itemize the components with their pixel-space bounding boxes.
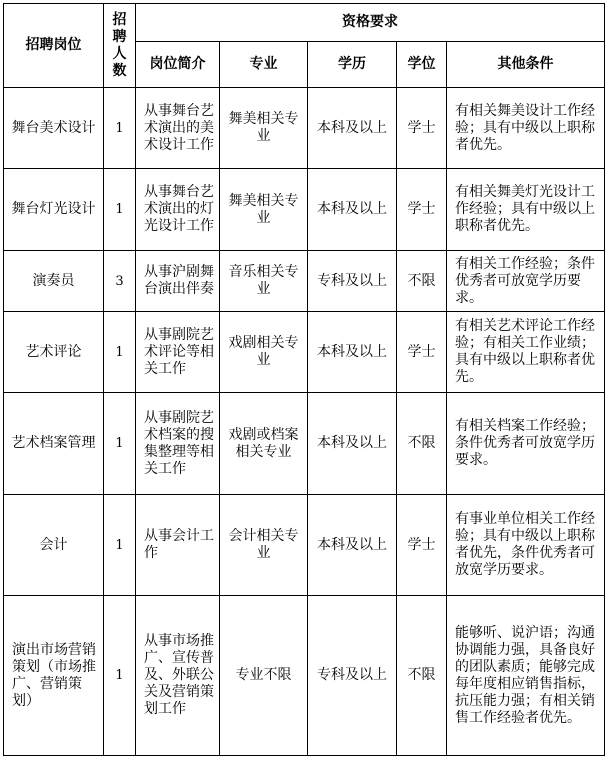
cell-major: 会计相关专业 (220, 495, 308, 596)
cell-other: 有相关舞美设计工作经验；具有中级以上职称者优先。 (447, 88, 605, 169)
recruitment-table (3, 3, 605, 756)
cell-position: 会计 (4, 495, 104, 596)
cell-degree: 不限 (397, 596, 447, 756)
cell-other: 有相关档案工作经验；条件优秀者可放宽学历要求。 (447, 393, 605, 495)
cell-intro: 从事舞台艺术演出的灯光设计工作 (136, 169, 220, 251)
cell-major: 戏剧或档案相关专业 (220, 393, 308, 495)
cell-degree: 学士 (397, 495, 447, 596)
cell-education: 专科及以上 (308, 596, 397, 756)
header-degree: 学位 (397, 42, 447, 88)
header-count: 招聘人数 (104, 4, 136, 88)
cell-other: 有相关舞美灯光设计工作经验；具有中级以上职称者优先。 (447, 169, 605, 251)
table-row (4, 88, 605, 169)
cell-education: 本科及以上 (308, 312, 397, 393)
header-major: 专业 (220, 42, 308, 88)
cell-major: 专业不限 (220, 596, 308, 756)
cell-count: 1 (104, 169, 136, 251)
cell-major: 舞美相关专业 (220, 169, 308, 251)
table-row (4, 169, 605, 251)
cell-count: 1 (104, 312, 136, 393)
cell-degree: 不限 (397, 393, 447, 495)
header-qualification: 资格要求 (136, 4, 605, 42)
cell-education: 专科及以上 (308, 251, 397, 312)
header-education: 学历 (308, 42, 397, 88)
cell-other: 能够听、说沪语；沟通协调能力强，具备良好的团队素质；能够完成每年度相应销售指标，抗压能力强；有相关销售工作经验者优先。 (447, 596, 605, 756)
cell-major: 戏剧相关专业 (220, 312, 308, 393)
cell-count: 1 (104, 495, 136, 596)
cell-other: 有相关工作经验；条件优秀者可放宽学历要求。 (447, 251, 605, 312)
cell-degree: 学士 (397, 312, 447, 393)
cell-intro: 从事剧院艺术档案的搜集整理等相关工作 (136, 393, 220, 495)
cell-position: 舞台灯光设计 (4, 169, 104, 251)
cell-position: 演出市场营销策划（市场推广、营销策划） (4, 596, 104, 756)
cell-degree: 学士 (397, 169, 447, 251)
cell-major: 音乐相关专业 (220, 251, 308, 312)
header-intro: 岗位简介 (136, 42, 220, 88)
cell-intro: 从事舞台艺术演出的美术设计工作 (136, 88, 220, 169)
table-row (4, 596, 605, 756)
cell-degree: 学士 (397, 88, 447, 169)
cell-count: 1 (104, 393, 136, 495)
cell-intro: 从事沪剧舞台演出伴奏 (136, 251, 220, 312)
table-row (4, 393, 605, 495)
cell-position: 艺术档案管理 (4, 393, 104, 495)
header-position: 招聘岗位 (4, 4, 104, 88)
cell-education: 本科及以上 (308, 169, 397, 251)
cell-position: 艺术评论 (4, 312, 104, 393)
cell-intro: 从事剧院艺术评论等相关工作 (136, 312, 220, 393)
cell-education: 本科及以上 (308, 393, 397, 495)
cell-other: 有事业单位相关工作经验；具有中级以上职称者优先，条件优秀者可放宽学历要求。 (447, 495, 605, 596)
cell-count: 1 (104, 596, 136, 756)
cell-other: 有相关艺术评论工作经验；有相关工作业绩；具有中级以上职称者优先。 (447, 312, 605, 393)
cell-position: 演奏员 (4, 251, 104, 312)
cell-position: 舞台美术设计 (4, 88, 104, 169)
table-row (4, 312, 605, 393)
header-other: 其他条件 (447, 42, 605, 88)
cell-major: 舞美相关专业 (220, 88, 308, 169)
cell-education: 本科及以上 (308, 88, 397, 169)
cell-education: 本科及以上 (308, 495, 397, 596)
cell-intro: 从事会计工作 (136, 495, 220, 596)
table-row (4, 251, 605, 312)
table-row (4, 495, 605, 596)
cell-count: 1 (104, 88, 136, 169)
cell-count: 3 (104, 251, 136, 312)
cell-degree: 不限 (397, 251, 447, 312)
cell-intro: 从事市场推广、宣传普及、外联公关及营销策划工作 (136, 596, 220, 756)
